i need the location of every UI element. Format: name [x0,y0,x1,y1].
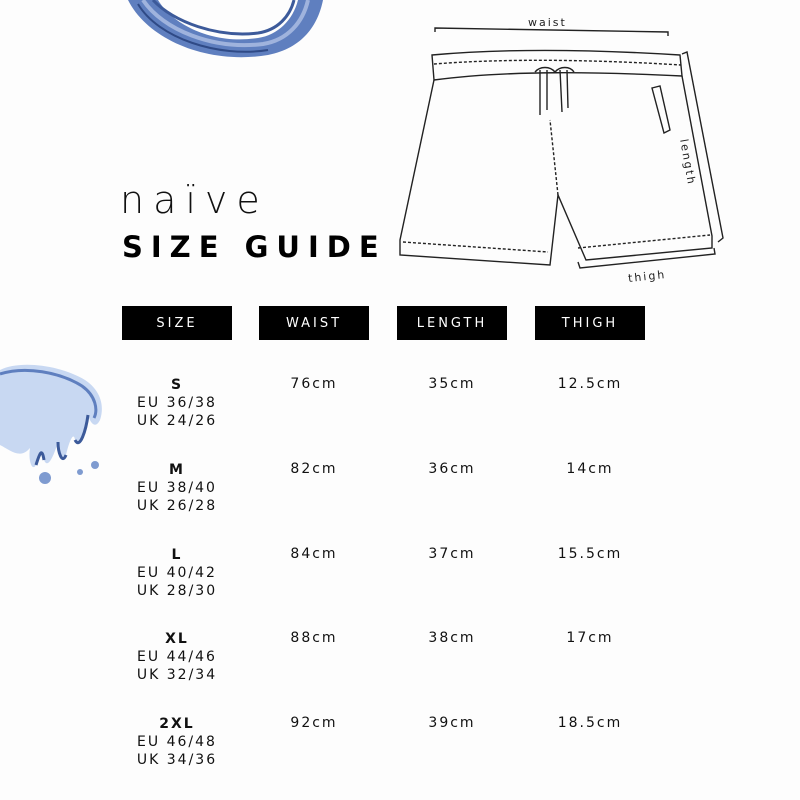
size-name: 2XL [159,716,195,732]
table-row [0,630,800,710]
length-measure-label: length [677,138,699,187]
size-name: S [170,377,184,393]
column-header-waist: WAIST [259,306,369,340]
size-eu: EU 44/46 [137,649,217,665]
size-name: L [171,547,183,563]
size-uk: UK 28/30 [136,583,218,599]
thigh-value: 15.5cm [557,546,623,562]
size-eu: EU 40/42 [137,565,217,581]
size-eu: EU 36/38 [137,395,217,411]
size-cell [132,546,222,600]
waist-value: 76cm [290,376,338,392]
size-cell [132,715,222,769]
length-value: 39cm [428,715,476,731]
length-value: 35cm [428,376,476,392]
thigh-value: 14cm [566,461,614,477]
thigh-value: 17cm [566,630,614,646]
size-uk: UK 32/34 [136,667,218,683]
thigh-value: 12.5cm [557,376,623,392]
column-header-length: LENGTH [397,306,507,340]
watercolor-swirl-decoration [118,0,328,70]
size-uk: UK 24/26 [136,413,218,429]
table-row [0,461,800,541]
waist-value: 82cm [290,461,338,477]
size-eu: EU 38/40 [137,480,217,496]
page-title: SIZE GUIDE [122,230,387,264]
size-uk: UK 26/28 [136,498,218,514]
thigh-value: 18.5cm [557,715,623,731]
thigh-measure-label: thigh [627,268,667,285]
length-value: 36cm [428,461,476,477]
size-uk: UK 34/36 [136,752,218,768]
waist-value: 84cm [290,546,338,562]
size-cell [132,376,222,430]
table-row [0,715,800,795]
column-header-thigh: THIGH [535,306,645,340]
size-cell [132,461,222,515]
size-cell [132,630,222,684]
waist-value: 88cm [290,630,338,646]
waist-measure-label: waist [528,16,567,29]
length-value: 37cm [428,546,476,562]
waist-value: 92cm [290,715,338,731]
size-name: XL [165,631,189,647]
size-name: M [169,462,185,478]
table-row [0,546,800,626]
brand-logo: naïve [120,178,269,222]
size-eu: EU 46/48 [137,734,217,750]
length-value: 38cm [428,630,476,646]
table-row [0,376,800,456]
column-header-size: SIZE [122,306,232,340]
